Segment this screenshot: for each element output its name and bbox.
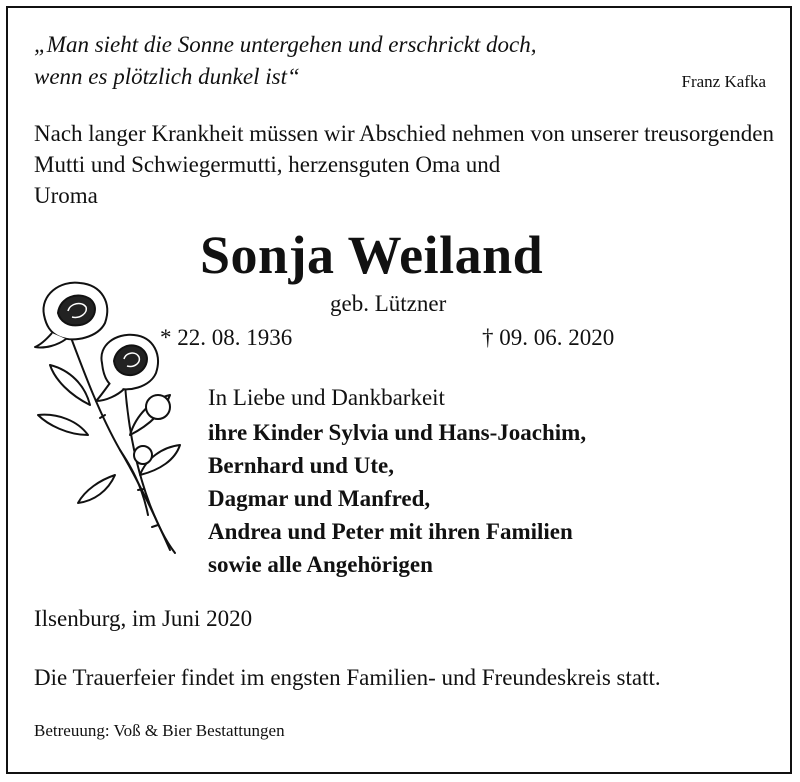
- mourner-line: sowie alle Angehörigen: [208, 552, 433, 577]
- maiden-name: geb. Lützner: [330, 291, 447, 316]
- mourner-line: ihre Kinder Sylvia und Hans-Joachim,: [208, 420, 587, 445]
- birth-date: * 22. 08. 1936: [160, 325, 293, 350]
- death-date: † 09. 06. 2020: [482, 325, 615, 350]
- intro-text: [34, 118, 774, 211]
- quote-author: Franz Kafka: [681, 72, 766, 91]
- mourners-intro: In Liebe und Dankbarkeit: [208, 385, 445, 410]
- quote-line-1: „Man sieht die Sonne untergehen und erschrickt doch,: [34, 32, 537, 57]
- undertaker: Betreuung: Voß & Bier Bestattungen: [34, 721, 285, 740]
- deceased-name: Sonja Weiland: [200, 225, 544, 285]
- funeral-notice: Die Trauerfeier findet im engsten Familien- und Freundeskreis statt.: [34, 665, 661, 690]
- intro-last-line: Uroma: [34, 183, 98, 208]
- place-date: Ilsenburg, im Juni 2020: [34, 606, 253, 631]
- mourner-line: Andrea und Peter mit ihren Familien: [208, 519, 573, 544]
- mourner-line: Bernhard und Ute,: [208, 453, 394, 478]
- mourner-line: Dagmar und Manfred,: [208, 486, 431, 511]
- intro-body: Nach langer Krankheit müssen wir Abschied nehmen von unserer treusorgenden Mutti und Schwiegermutti, herzensguten Oma und: [34, 121, 774, 177]
- roses-icon: [30, 275, 190, 560]
- quote-line-2: wenn es plötzlich dunkel ist“: [34, 64, 300, 89]
